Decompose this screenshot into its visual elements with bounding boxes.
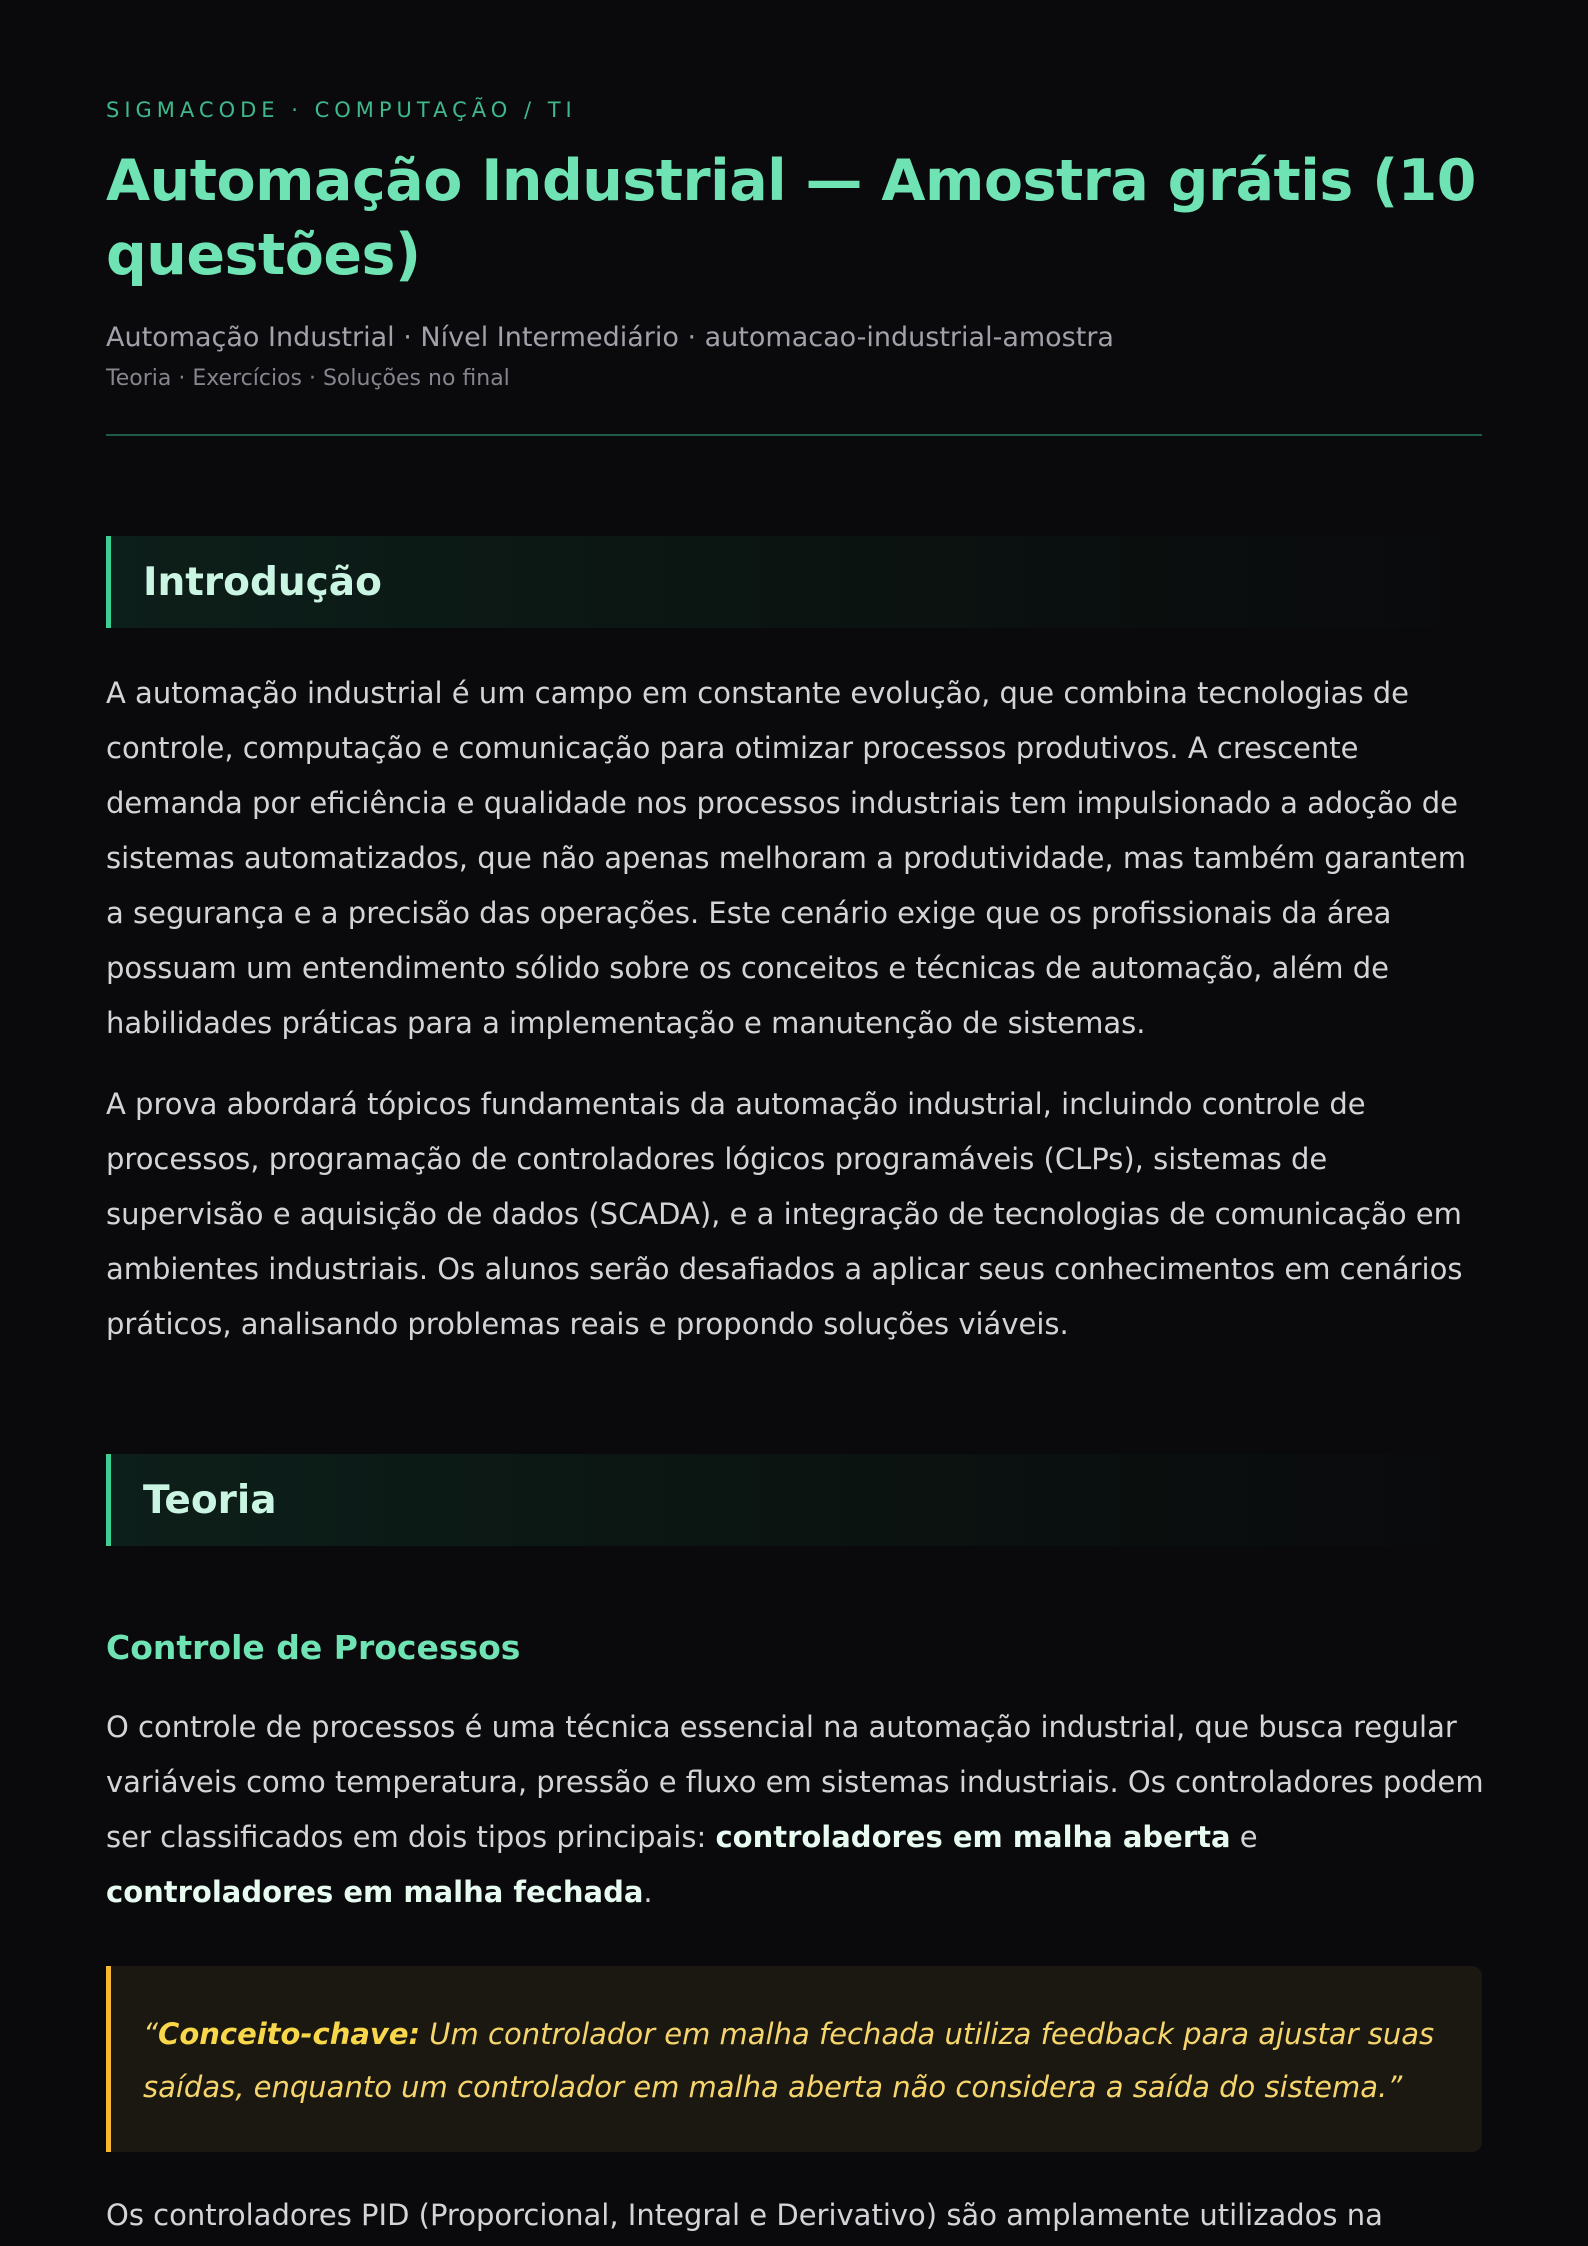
teoria-section — [106, 1454, 1482, 2243]
controle-processos-paragraph — [106, 1700, 1486, 1920]
intro-heading: Introdução — [143, 559, 382, 605]
document-meta: Automação Industrial · Nível Intermediário · automacao-industrial-amostra — [106, 322, 1114, 353]
bold-term-malha-fechada: controladores em malha fechada — [106, 1875, 644, 1909]
paragraph-end: . — [643, 1875, 653, 1909]
document-header — [106, 0, 1482, 436]
document-submeta: Teoria · Exercícios · Soluções no final — [106, 366, 510, 391]
bold-term-malha-aberta: controladores em malha aberta — [715, 1820, 1231, 1854]
key-concept-callout — [106, 1966, 1482, 2152]
controle-processos-subheading: Controle de Processos — [106, 1628, 521, 1667]
paragraph-conjunction: e — [1230, 1820, 1258, 1854]
document-title: Automação Industrial — Amostra grátis (10 questões) — [106, 148, 1476, 288]
intro-section — [106, 536, 1482, 1352]
callout-body: Um controlador em malha fechada utiliza feedback para ajustar suas saídas, enquanto um controlador em malha aberta não considera a saída do sistema.” — [143, 2017, 1435, 2104]
callout-label: Conceito-chave: — [158, 2017, 421, 2051]
teoria-heading: Teoria — [143, 1477, 277, 1523]
callout-open-quote: “ — [143, 2017, 159, 2051]
publisher-eyebrow: SIGMACODE · COMPUTAÇÃO / TI — [106, 98, 577, 122]
callout-text — [143, 2008, 1446, 2114]
intro-heading-bar — [106, 536, 1482, 628]
paragraph-lead-text: O controle de processos é uma técnica essencial na automação industrial, que busca regular variáveis como temperatura, pressão e fluxo em sistemas industriais. Os controladores podem ser classificados em dois tipos principais: — [106, 1710, 1484, 1854]
teoria-heading-bar — [106, 1454, 1482, 1546]
pid-paragraph: Os controladores PID (Proporcional, Integral e Derivativo) são amplamente utilizados na — [106, 2198, 1383, 2232]
intro-paragraph-2: A prova abordará tópicos fundamentais da automação industrial, incluindo controle de processos, programação de controladores lógicos programáveis (CLPs), sistemas de supervisão e aquisição de dados (SCADA), e a integração de tecnologias de comunicação em ambientes industriais. Os alunos serão desafiados a aplicar seus conhecimentos em cenários práticos, analisando problemas reais e propondo soluções viáveis. — [106, 1087, 1463, 1341]
header-divider — [106, 434, 1482, 436]
intro-paragraph-1: A automação industrial é um campo em constante evolução, que combina tecnologias de controle, computação e comunicação para otimizar processos produtivos. A crescente demanda por eficiência e qualidade nos processos industriais tem impulsionado a adoção de sistemas automatizados, que não apenas melhoram a produtividade, mas também garantem a segurança e a precisão das operações. Este cenário exige que os profissionais da área possuam um entendimento sólido sobre os conceitos e técnicas de automação, além de habilidades práticas para a implementação e manutenção de sistemas. — [106, 676, 1467, 1040]
